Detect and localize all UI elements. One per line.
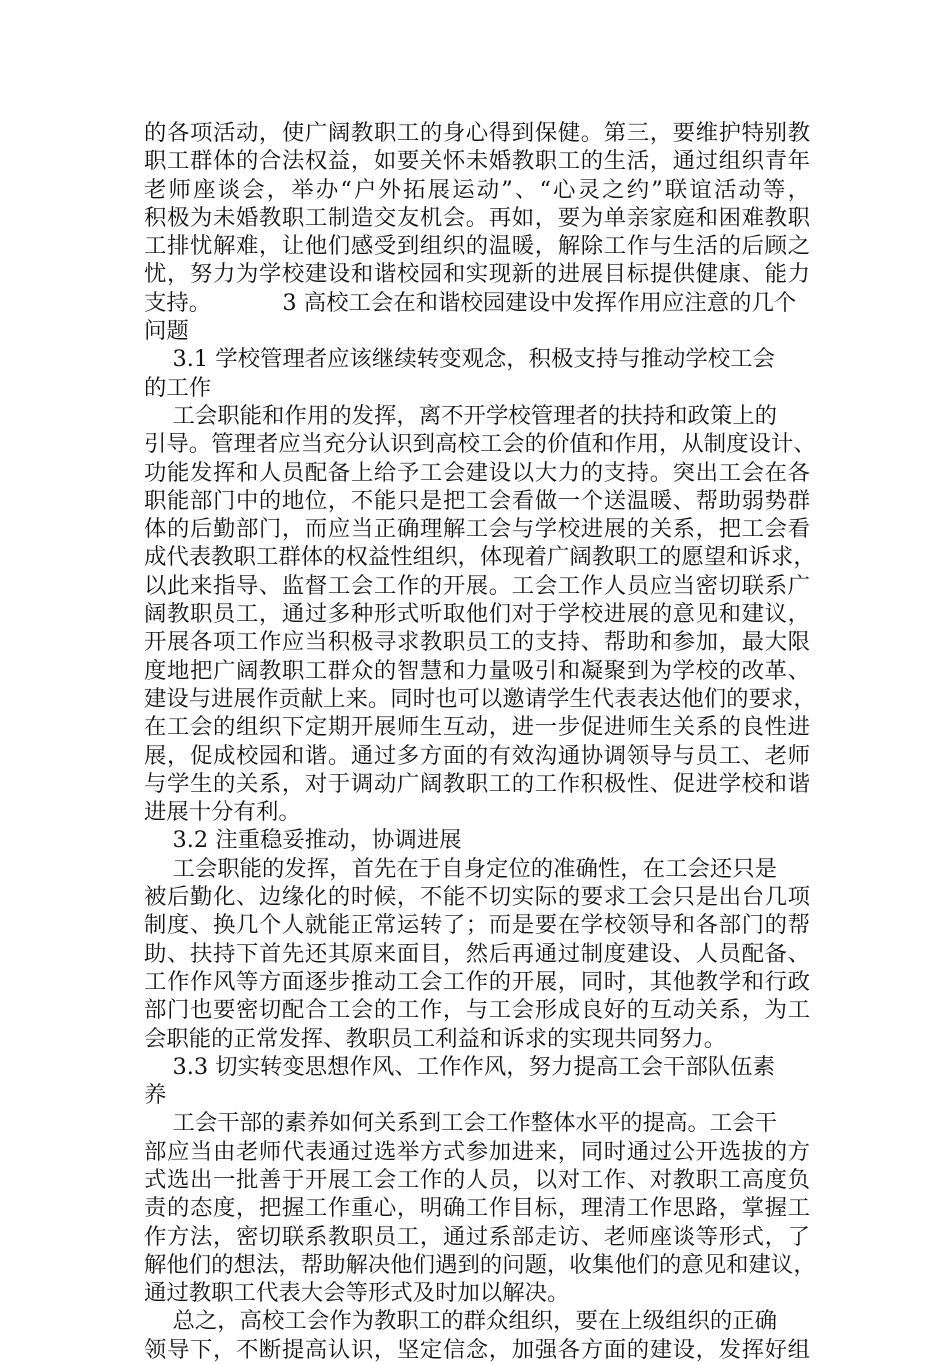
text-line: 被后勤化、边缘化的时候，不能不切实际的要求工会只是出台几项 <box>144 884 810 911</box>
text-line: 助、扶持下首先还其原来面目，然后再通过制度建设、人员配备、 <box>144 940 810 967</box>
text-line: 3.1 学校管理者应该继续转变观念，积极支持与推动学校工会 <box>144 346 775 373</box>
text-line: 体的后勤部门，而应当正确理解工会与学校进展的关系，把工会看 <box>144 516 810 543</box>
text-line: 开展各项工作应当积极寻求教职员工的支持、帮助和参加，最大限 <box>144 629 810 656</box>
text-line: 工排忧解难，让他们感受到组织的温暖，解除工作与生活的后顾之 <box>144 233 810 260</box>
text-line: 解他们的想法，帮助解决他们遇到的问题，收集他们的意见和建议， <box>144 1251 816 1278</box>
text-line: 积极为未婚教职工制造交友机会。再如，要为单亲家庭和困难教职 <box>144 204 810 231</box>
text-line: 3.2 注重稳妥推动，协调进展 <box>144 827 462 854</box>
text-line: 建设与进展作贡献上来。同时也可以邀请学生代表表达他们的要求， <box>144 685 816 712</box>
text-line: 领导下，不断提高认识，坚定信念，加强各方面的建设，发挥好组 <box>144 1336 810 1363</box>
text-line: 支持。 3 高校工会在和谐校园建设中发挥作用应注意的几个 <box>144 289 797 316</box>
text-line: 工作作风等方面逐步推动工会工作的开展，同时，其他教学和行政 <box>144 968 810 995</box>
text-line: 与学生的关系，对于调动广阔教职工的工作积极性、促进学校和谐 <box>144 770 810 797</box>
text-line: 老师座谈会，举办“户外拓展运动”、“心灵之约”联谊活动等， <box>144 176 810 203</box>
text-line: 总之，高校工会作为教职工的群众组织，要在上级组织的正确 <box>144 1308 778 1335</box>
text-line: 工会干部的素养如何关系到工会工作整体水平的提高。工会干 <box>144 1110 778 1137</box>
text-line: 部门也要密切配合工会的工作，与工会形成良好的互动关系，为工 <box>144 997 810 1024</box>
text-line: 阔教职员工，通过多种形式听取他们对于学校进展的意见和建议， <box>144 601 810 628</box>
text-line: 部应当由老师代表通过选举方式参加进来，同时通过公开选拔的方 <box>144 1138 810 1165</box>
text-line: 责的态度，把握工作重心，明确工作目标，理清工作思路，掌握工 <box>144 1195 810 1222</box>
text-line: 职工群体的合法权益，如要关怀未婚教职工的生活，通过组织青年 <box>144 148 810 175</box>
text-line: 引导。管理者应当充分认识到高校工会的价值和作用，从制度设计、 <box>144 431 816 458</box>
text-line: 问题 <box>144 318 189 345</box>
text-line: 的工作 <box>144 374 212 401</box>
text-line: 功能发挥和人员配备上给予工会建设以大力的支持。突出工会在各 <box>144 459 810 486</box>
text-line: 展，促成校园和谐。通过多方面的有效沟通协调领导与员工、老师 <box>144 742 810 769</box>
text-line: 进展十分有利。 <box>144 799 301 826</box>
text-line: 式选出一批善于开展工会工作的人员，以对工作、对教职工高度负 <box>144 1166 810 1193</box>
text-line: 忧，努力为学校建设和谐校园和实现新的进展目标提供健康、能力 <box>144 261 810 288</box>
text-line: 度地把广阔教职工群众的智慧和力量吸引和凝聚到为学校的改革、 <box>144 657 810 684</box>
text-line: 的各项活动，使广阔教职工的身心得到保健。第三，要维护特别教 <box>144 120 810 146</box>
text-line: 通过教职工代表大会等形式及时加以解决。 <box>144 1280 570 1307</box>
text-line: 以此来指导、监督工会工作的开展。工会工作人员应当密切联系广 <box>144 572 810 599</box>
text-line: 在工会的组织下定期开展师生互动，进一步促进师生关系的良性进 <box>144 714 810 741</box>
text-line: 工会职能和作用的发挥，离不开学校管理者的扶持和政策上的 <box>144 402 778 429</box>
text-line: 职能部门中的地位，不能只是把工会看做一个送温暖、帮助弱势群 <box>144 487 810 514</box>
text-line: 养 <box>144 1082 167 1109</box>
text-line: 工会职能的发挥，首先在于自身定位的准确性，在工会还只是 <box>144 855 778 882</box>
document-page <box>144 119 816 1364</box>
text-line: 制度、换几个人就能正常运转了；而是要在学校领导和各部门的帮 <box>144 912 810 939</box>
text-line: 作方法，密切联系教职员工，通过系部走访、老师座谈等形式，了 <box>144 1223 810 1250</box>
text-line: 会职能的正常发挥、教职员工利益和诉求的实现共同努力。 <box>144 1025 727 1052</box>
text-line: 成代表教职工群体的权益性组织，体现着广阔教职工的愿望和诉求， <box>144 544 816 571</box>
text-line: 3.3 切实转变思想作风、工作作风，努力提高工会干部队伍素 <box>144 1053 775 1080</box>
